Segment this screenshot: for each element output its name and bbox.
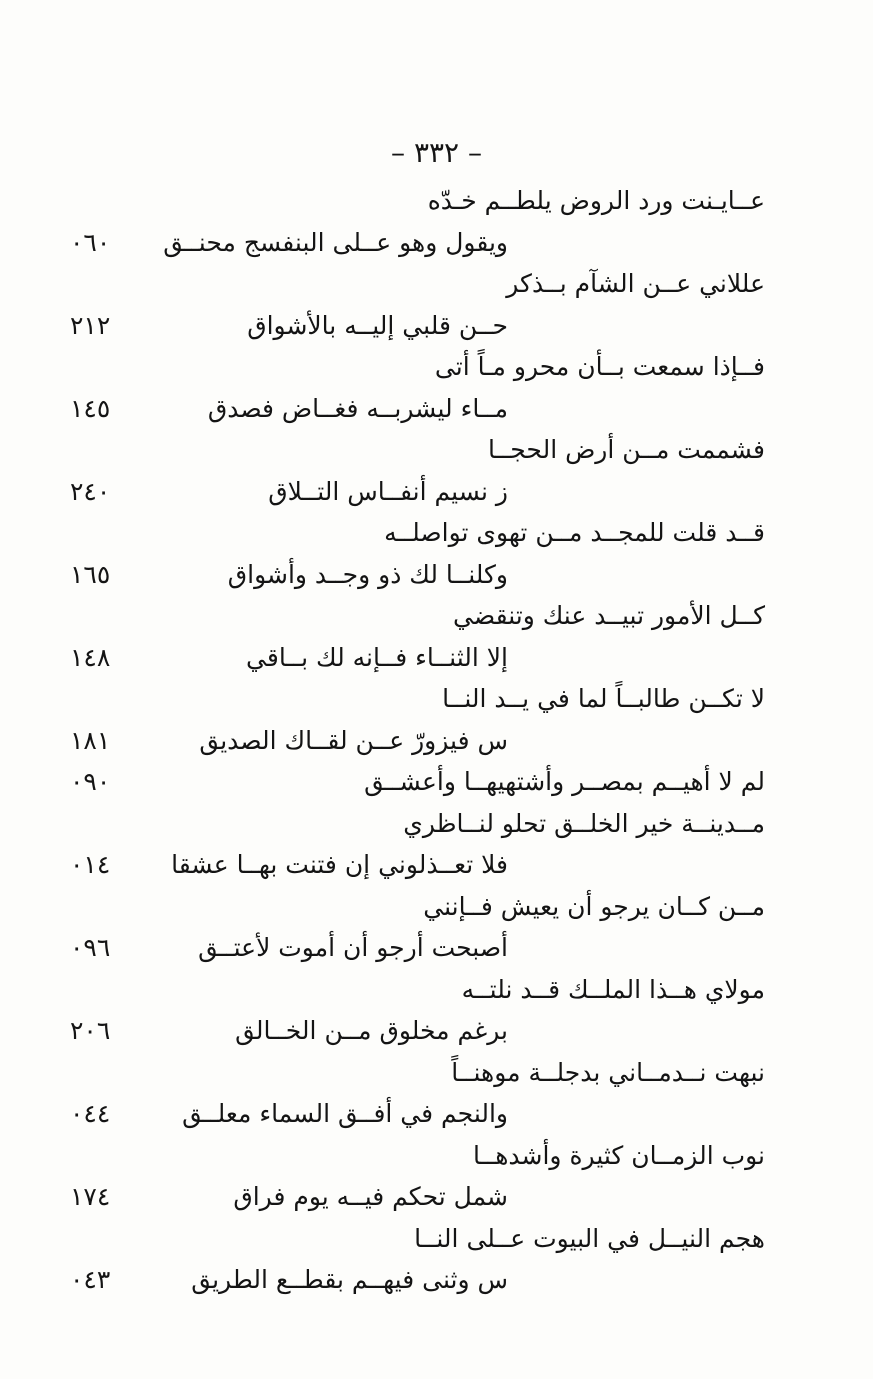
verse-first-hemistich: لم لا أهيــم بمصــر وأشتهيهــا وأعشــق: [364, 767, 765, 796]
verse-second-hemistich: س وثنى فيهــم بقطــع الطريق: [191, 1265, 508, 1294]
verse-second-hemistich: ويقول وهو عــلى البنفسج محنــق: [163, 227, 508, 257]
verse-entry: [70, 1218, 770, 1301]
verse-first-hemistich: كــل الأمور تبيــد عنك وتنقضي: [453, 601, 765, 630]
verse-first-hemistich: مــدينــة خير الخلــق تحلو لنــاظري: [403, 808, 765, 838]
verse-first-hemistich: مولاي هــذا الملــك قــد نلتــه: [461, 974, 765, 1004]
verse-entry: [70, 180, 770, 263]
verse-first-hemistich: نبهت نــدمــاني بدجلــة موهنــاً: [451, 1057, 765, 1087]
verse-entry: [70, 595, 770, 678]
verse-page-reference: ٠١٤: [70, 850, 111, 879]
verse-page-reference: ٠٤٤: [70, 1099, 111, 1128]
verse-second-hemistich: والنجم في أفــق السماء معلــق: [182, 1099, 508, 1128]
verse-first-hemistich: لا تكــن طالبــاً لما في يــد النــا: [442, 684, 765, 713]
page-number: – ٣٣٢ –: [391, 136, 482, 169]
verse-first-hemistich: فــإذا سمعت بــأن محرو مـاً أتى: [434, 352, 765, 381]
verse-entry: [70, 761, 770, 803]
verse-first-hemistich: عللاني عــن الشآم بــذكر: [506, 269, 765, 298]
verse-entry: [70, 512, 770, 595]
verse-first-hemistich: فشممت مــن أرض الحجــا: [488, 435, 765, 464]
verse-entry: [70, 886, 770, 969]
verse-second-hemistich: أصبحت أرجو أن أموت لأعتــق: [198, 933, 508, 962]
verse-page-reference: ١٦٥: [70, 559, 111, 589]
verse-page-reference: ١٤٨: [70, 642, 111, 672]
verse-second-hemistich: وكلنــا لك ذو وجــد وأشواق: [227, 559, 508, 589]
verse-entry: [70, 678, 770, 761]
verse-page-reference: ٠٩٠: [70, 767, 111, 796]
verse-first-hemistich: هجم النيــل في البيوت عــلى النــا: [414, 1223, 765, 1253]
verse-second-hemistich: ز نسيم أنفــاس التــلاق: [268, 476, 508, 506]
verse-page-reference: ٠٩٦: [70, 933, 111, 962]
verse-second-hemistich: س فيزورّ عــن لقــاك الصديق: [199, 725, 508, 755]
verse-entry: [70, 803, 770, 886]
verse-entry: [70, 429, 770, 512]
verse-first-hemistich: عــايـنت ورد الروض يلطــم خـدّه: [427, 186, 765, 215]
verse-page-reference: ١٤٥: [70, 393, 111, 423]
verse-entry: [70, 346, 770, 429]
verse-second-hemistich: برغم مخلوق مــن الخــالق: [235, 1016, 508, 1045]
verse-page-reference: ٠٦٠: [70, 227, 111, 257]
verse-page-reference: ٠٤٣: [70, 1265, 111, 1294]
verse-page-reference: ٢٠٦: [70, 1016, 111, 1045]
verse-second-hemistich: فلا تعــذلوني إن فتنت بهــا عشقا: [171, 850, 508, 879]
verse-page-reference: ١٨١: [70, 725, 111, 755]
verse-page-reference: ١٧٤: [70, 1182, 111, 1211]
verse-first-hemistich: مــن كــان يرجو أن يعيش فــإنني: [423, 891, 765, 921]
verse-index-list: [70, 180, 770, 1301]
verse-page-reference: ٢٤٠: [70, 476, 111, 506]
verse-entry: [70, 1135, 770, 1218]
verse-first-hemistich: قــد قلت للمجــد مــن تهوى تواصلــه: [384, 518, 765, 547]
verse-entry: [70, 1052, 770, 1135]
verse-second-hemistich: مــاء ليشربــه فغــاض فصدق: [207, 393, 508, 423]
verse-entry: [70, 969, 770, 1052]
verse-entry: [70, 263, 770, 346]
verse-second-hemistich: شمل تحكم فيــه يوم فراق: [233, 1182, 508, 1211]
verse-first-hemistich: نوب الزمــان كثيرة وأشدهــا: [472, 1140, 765, 1170]
verse-second-hemistich: حــن قلبي إليــه بالأشواق: [247, 310, 508, 340]
verse-page-reference: ٢١٢: [70, 310, 111, 340]
verse-second-hemistich: إلا الثنــاء فــإنه لك بــاقي: [246, 642, 508, 672]
